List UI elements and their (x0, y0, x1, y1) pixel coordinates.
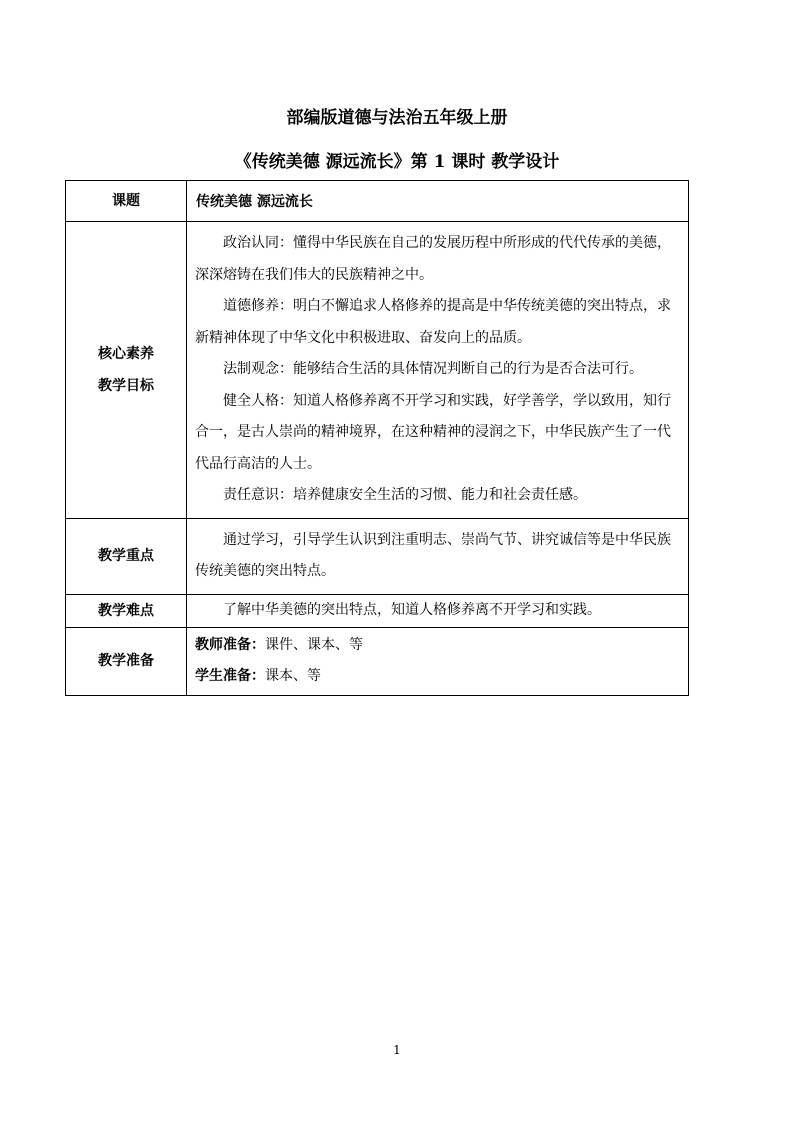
teacher-prep-line (195, 630, 678, 662)
difficulties-text: 了解中华美德的突出特点，知道人格修养离不开学习和实践。 (223, 601, 601, 618)
key-points-content (187, 518, 689, 594)
document-title: 部编版道德与法治五年级上册 (286, 108, 508, 128)
page-number: 1 (393, 1043, 401, 1057)
difficulties-label: 教学难点 (66, 594, 187, 627)
table-row-topic (66, 181, 689, 222)
table-row-preparation (66, 627, 689, 695)
goals-label-line1: 核心素养 (98, 345, 154, 362)
table-row-key-points (66, 518, 689, 594)
goals-label (66, 222, 187, 519)
goal-legal-awareness: 法制观念：能够结合生活的具体情况判断自己的行为是否合法可行。 (223, 361, 643, 377)
table-row-difficulties (66, 594, 689, 627)
topic-label: 课题 (66, 181, 187, 222)
lesson-plan-table (65, 180, 689, 696)
key-points-label: 教学重点 (66, 518, 187, 594)
goal-sound-personality: 健全人格：知道人格修养离不开学习和实践，好学善学，学以致用，知行合一，是古人崇尚的精神境界，在这种精神的浸润之下，中华民族产生了一代代品行高洁的人士。 (195, 392, 671, 472)
student-prep-line (195, 661, 678, 693)
topic-value: 传统美德 源远流长 (187, 181, 689, 222)
goals-label-line2: 教学目标 (98, 377, 154, 394)
goal-political-identity: 政治认同：懂得中华民族在自己的发展历程中所形成的代代传承的美德，深深熔铸在我们伟大的民族精神之中。 (195, 235, 671, 283)
teacher-prep-value: 课件、课本、等 (265, 636, 363, 653)
preparation-content (187, 627, 689, 695)
goals-content (187, 222, 689, 519)
student-prep-value: 课本、等 (265, 668, 321, 684)
table-row-goals (66, 222, 689, 519)
difficulties-content (187, 594, 689, 627)
teacher-prep-label: 教师准备： (195, 636, 265, 653)
goal-responsibility: 责任意识：培养健康安全生活的习惯、能力和社会责任感。 (223, 487, 587, 503)
preparation-label: 教学准备 (66, 627, 187, 695)
document-subtitle: 《传统美德 源远流长》第 1 课时 教学设计 (234, 152, 560, 172)
student-prep-label: 学生准备： (195, 668, 265, 684)
key-points-text: 通过学习，引导学生认识到注重明志、崇尚气节、讲究诚信等是中华民族传统美德的突出特点。 (195, 531, 671, 579)
goal-moral-cultivation: 道德修养：明白不懈追求人格修养的提高是中华传统美德的突出特点，求新精神体现了中华文化中积极进取、奋发向上的品质。 (195, 298, 671, 346)
